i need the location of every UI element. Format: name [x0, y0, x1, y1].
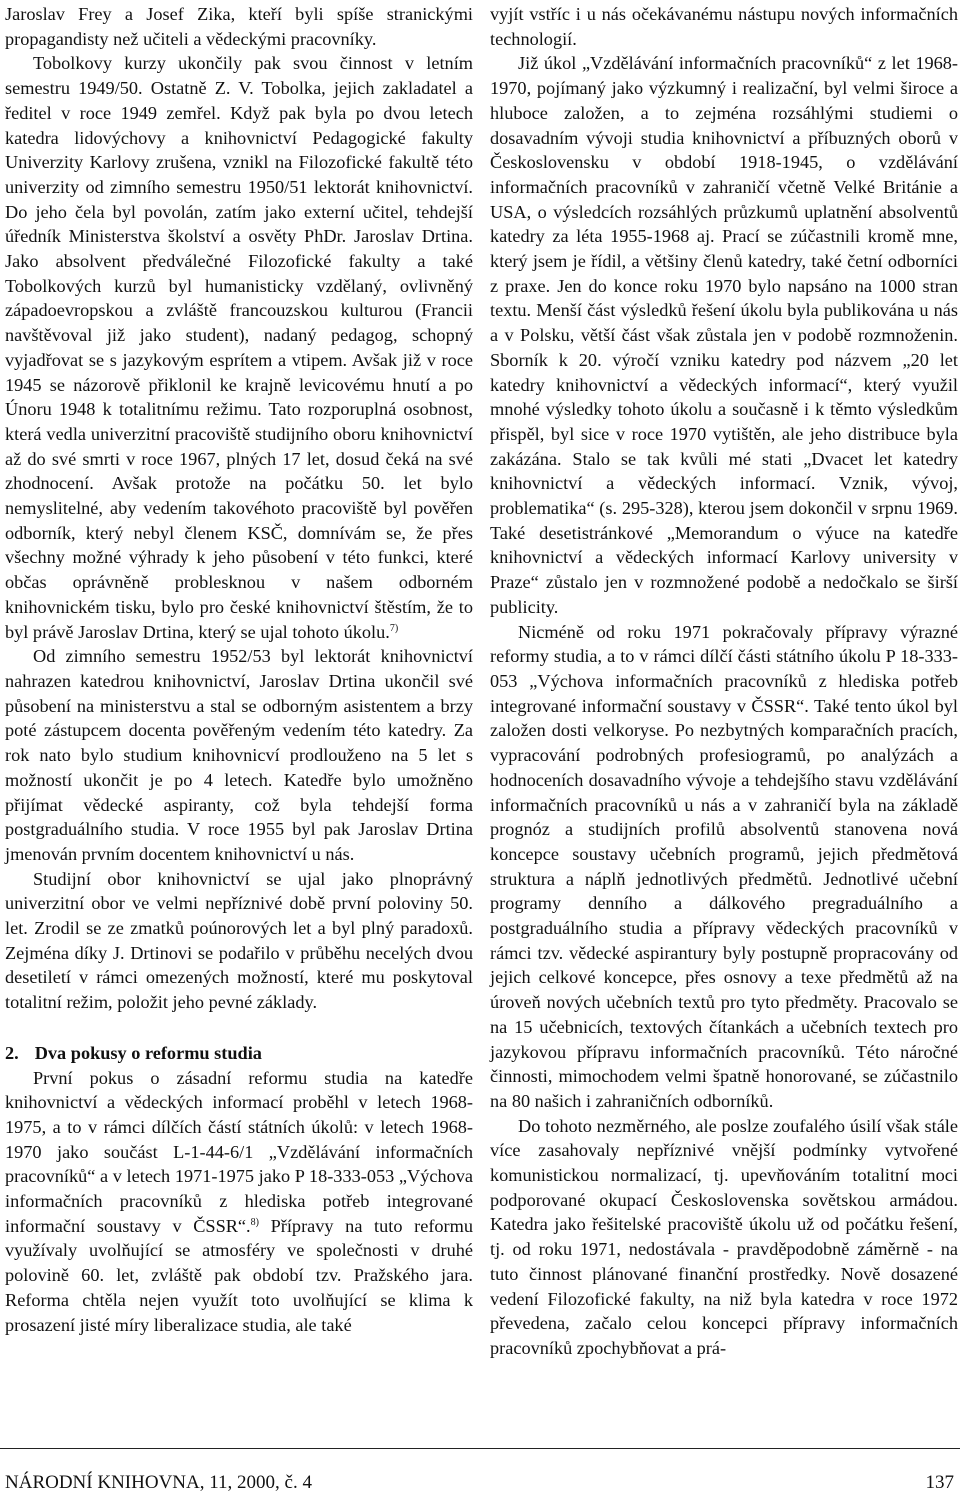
section-title: Dva pokusy o reformu studia	[34, 1042, 262, 1063]
paragraph: Do tohoto nezměrného, ale poslze zoufalého úsilí však stále více zasahovaly nepříznivé vnější podmínky vytvořené komunistickou normalizací, tj. upevňováním totalitní moci podporované okupací Československa sovětskou armádou. Katedra jako řešitelské pracoviště úkolu už od počátku řešení, tj. od roku 1971, nedostávala - pravděpodobně záměrně - na tuto činnost plánované finanční prostředky. Nově dosazené vedení Filozofické fakulty, na niž byla katedra v roce 1972 převedena, začalo celou koncepci přípravy informačních pracovníků zpochybňovat a prá-	[490, 1115, 958, 1358]
paragraph: Studijní obor knihovnictví se ujal jako plnoprávný univerzitní obor ve velmi nepříznivé době první poloviny 50. let. Zrodil se ze zmatků poúnorových let a byl plný paradoxů. Zejména díky J. Drtinovi se podařilo v průběhu necelých dvou desetiletí v rámci omezených možností, které mu poskytoval totalitní režim, položit jeho pevné základy.	[5, 868, 473, 1013]
right-column	[490, 2, 958, 1361]
section-heading	[5, 1041, 473, 1066]
paragraph-text: První pokus o zásadní reformu studia na katedře knihovnictví a vědeckých informací proběhl v letech 1968-1975, a to v rámci dílčích částí státních úkolů: v letech 1968-1970 jako součást L-1-44-6/1 „Vzdělávání informačních pracovníků“ a v letech 1971-1975 jako P 18-333-053 „Výchova informačních pracovníků z hlediska potřeb integrované informační soustavy v ČSSR“.	[5, 1067, 473, 1236]
paragraph: Již úkol „Vzdělávání informačních pracovníků“ z let 1968-1970, pojímaný jako výzkumný i realizační, byl velmi široce a hluboce založen, a to zejména rozsáhlými studiemi o dosavadním vývoji studia knihovnictví a příbuzných oborů v Československu v období 1918-1945, o vzdělávání informačních pracovníků v zahraničí včetně Velké Británie a USA, o výsledcích rozsáhlých průzkumů uplatnění absolventů katedry za léta 1955-1968 aj. Prací se zúčastnili kromě mne, který jsem je řídil, a většiny členů katedry, také četní odborníci z praxe. Jen do konce roku 1970 bylo napsáno na 1000 stran textu. Menší část výsledků řešení úkolu byla publikována u nás a v Polsku, větší část však zůstala jen v podobě rozmnoženin. Sborník k 20. výročí vzniku katedry pod názvem „20 let katedry knihovnictví a vědeckých informací“, který využil mnohé výsledky tohoto úkolu a současně i k těmto výsledkům přispěl, byl sice v roce 1970 vytištěn, ale jeho distribuce byla zakázána. Stalo se tak kvůli mé stati „Dvacet let katedry knihovnictví a vědeckých informací. Vznik, vývoj, problematika“ (s. 295-328), kterou jsem dokončil v srpnu 1969. Také desetistránkové „Memorandum o výuce na katedře knihovnictví a vědeckých informací Karlovy university v Praze“ zůstalo jen v rozmnožené podobě a nedočkalo se širší publicity.	[490, 53, 958, 617]
paragraph	[5, 51, 473, 644]
footnote-ref: 7)	[389, 622, 399, 634]
section-gap	[5, 1015, 473, 1041]
paragraph: Nicméně od roku 1971 pokračovaly přípravy výrazné reformy studia, a to v rámci dílčí části státního úkolu P 18-333-053 „Výchova informačních pracovníků z hlediska potřeb integrované informační soustavy v ČSSR“. Také tento úkol byl založen dosti velkoryse. Po nezbytných komparačních pracích, vypracování podrobných profesiogramů, po analýzách a hodnoceních dosavadního vývoje a tehdejšího stavu vzdělávání informačních pracovníků u nás a v zahraničí byla na základě prognóz a studijních profilů absolventů stanovena nová koncepce soustavy učebních programů, jejich předmětová struktura a náplň jednotlivých předmětů. Jednotlivé učební programy denního a dálkového pregraduálního a postgraduálního studia a přípravy vědeckých pracovníků v rámci tzv. vědecké aspirantury byly postupně propracovány od jejich celkové koncepce, přes osnovy a texe předmětů až na úroveň nových učebních textů pro tyto předměty. Pracovalo se na 15 učebnicích, textových čítankách a učebních textech pro jazykovou přípravu informačních pracovníků. Této náročné činnosti, mimochodem velmi špatně honorované, se zúčastnilo na 80 našich i zahraničních odborníků.	[490, 621, 958, 1111]
footer-rule	[0, 1448, 960, 1449]
paragraph: Jaroslav Frey a Josef Zika, kteří byli spíše stranickými propagandisty než učiteli a vědeckými pracovníky.	[5, 4, 473, 49]
paragraph	[5, 1066, 473, 1338]
left-column	[5, 2, 473, 1337]
paragraph-text: Přípravy na tuto reformu využívaly uvolňující se atmosféry ve společnosti v druhé polovině 60. let, zvláště pak období tzv. Pražského jara. Reforma chtěla nejen využít toto uvolňující se klima k prosazení jisté míry liberalizace studia, ale také	[5, 1215, 474, 1335]
journal-citation: NÁRODNÍ KNIHOVNA, 11, 2000, č. 4	[5, 1472, 312, 1493]
footnote-ref: 8)	[250, 1216, 259, 1228]
page-number: 137	[925, 1472, 954, 1493]
section-number: 2.	[5, 1042, 19, 1063]
paragraph: vyjít vstříc i u nás očekávanému nástupu nových informačních technologií.	[490, 4, 958, 49]
paragraph: Od zimního semestru 1952/53 byl lektorát knihovnictví nahrazen katedrou knihovnictví, Jaroslav Drtina ukončil své působení na ministerstvu a stal se odborným asistentem a brzy poté zástupcem docenta pověřeným vedením této katedry. Za rok nato bylo studium knihovnicví prodlouženo na 5 let s možností ukončit je po 4 letech. Katedře bylo umožněno přijímat vědecké aspiranty, což byla tehdejší forma postgraduálního studia. V roce 1955 byl pak Jaroslav Drtina jmenován prvním docentem knihovnictví u nás.	[5, 646, 473, 864]
paragraph-text: Tobolkovy kurzy ukončily pak svou činnost v letním semestru 1949/50. Ostatně Z. V. Tobolka, jejich zakladatel a ředitel v roce 1949 zemřel. Když pak byla po dvou letech katedra lidovýchovy a knihovnictví Pedagogické fakulty Univerzity Karlovy zrušena, vznikl na Filozofické fakultě této univerzity od zimního semestru 1950/51 lektorát knihovnictví. Do jeho čela byl povolán, zatím jako externí učitel, tehdejší úředník Ministerstva školství a osvěty PhDr. Jaroslav Drtina. Jako absolvent předválečné Filozofické fakulty a také Tobolkových kurzů byl humanisticky vzdělaný, ovlivněný západoevropskou a zvláště francouzskou kulturou (Francii navštěvoval již jako student), nadaný pedagog, schopný vyjadřovat se s jazykovým esprítem a vtipem. Avšak již v roce 1945 se názorově přiklonil ke krajně levicovému hnutí a po Únoru 1948 k totalitnímu režimu. Tato rozporuplná osobnost, která vedla univerzitní pracoviště studijního oboru knihovnictví až do své smrti v roce 1967, plných 17 let, dosud čeká na své zhodnocení. Avšak protože na počátku 50. let bylo nemyslitelné, aby vedením takovéhoto pracoviště byl pověřen odborník, který nebyl členem KSČ, domnívám se, že přes všechny možné výhrady k jeho působení v této funkci, které občas oprávněně problesknou v našem odborném knihovnickém tisku, bylo pro české knihovnictví štěstím, že to byl právě Jaroslav Drtina, který se ujal tohoto úkolu.	[5, 53, 473, 642]
